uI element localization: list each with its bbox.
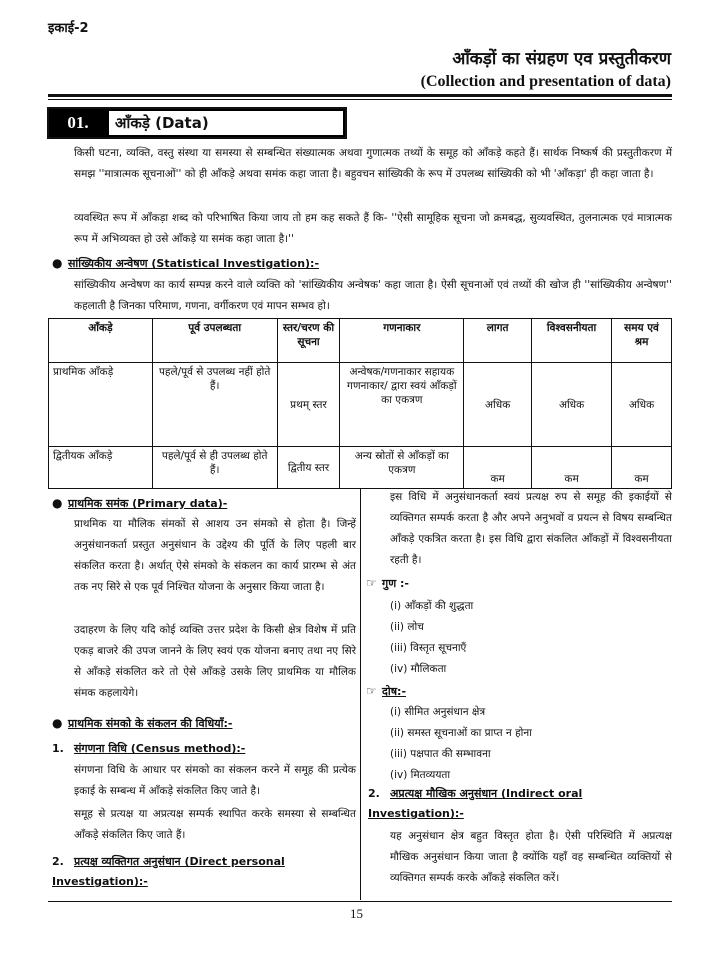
- list-item: (i) सीमित अनुसंधान क्षेत्र: [390, 706, 486, 718]
- table-cell: अन्वेषक/गणनाकार सहायक गणनाकार/ द्वारा स्वयं आँकड़ों का एकत्रण: [340, 363, 464, 447]
- table-cell: कम: [612, 447, 672, 489]
- primary-data-heading: ● प्राथमिक समंक (Primary data)-: [52, 496, 228, 510]
- chapter-title-hindi: आँकड़ों का संग्रहण एव प्रस्तुतीकरण: [452, 49, 671, 69]
- statistical-investigation-heading: ● सांख्यिकीय अन्वेषण (Statistical Investigation):-: [52, 256, 320, 270]
- census-method-paragraph: संगणना विधि के आधार पर संमको का संकलन करने में समूह की प्रत्येक इकाई के सम्बन्ध में आँकड़े संकलित किए जाते है।: [74, 764, 356, 797]
- primary-data-paragraph: प्राथमिक या मौलिक संमकों से आशय उन संमको से होता है। जिन्हें अनुसंधानकर्ता प्रस्तुत अनुसंधान के उद्देश्य की पूर्ति के लिए पहली बार संकलित करता है। अर्थात् ऐसे संमको के संकलन का कार्य प्रारम्भ से अंत तक नए सिरे से एक पूर्व निश्चित योजना के अनुसार किया जाता है।: [74, 518, 356, 593]
- bullet-icon: ●: [52, 496, 63, 510]
- column-divider: [360, 488, 361, 900]
- header-rule-thin: [48, 99, 672, 100]
- header-rule: [48, 94, 672, 97]
- table-header-cell: स्तर/चरण की सूचना: [277, 319, 340, 363]
- statistical-investigation-paragraph: सांख्यिकीय अन्वेषण का कार्य सम्पन्न करने वाले व्यक्ति को 'सांख्यिकीय अन्वेषक' कहा जाता है। ऐसी सूचनाओं एवं तथ्यों की खोज ही ''सांख्यिकीय अन्वेषण'' कहलाती है जिनका परिमाण, गणना, वर्गीकरण एवं मापन सम्भव हो।: [74, 279, 672, 312]
- data-comparison-table: [48, 318, 672, 489]
- pointer-icon: ☞: [366, 576, 377, 590]
- table-header-cell: गणनाकार: [340, 319, 464, 363]
- table-row: [49, 363, 672, 447]
- section-heading-box: [47, 107, 347, 139]
- table-cell: प्राथमिक आँकड़े: [49, 363, 153, 447]
- list-item: (ii) समस्त सूचनाओं का प्राप्त न होना: [390, 727, 532, 739]
- indirect-oral-heading: 2. अप्रत्यक्ष मौखिक अनुसंधान (Indirect oral Investigation):-: [368, 787, 583, 820]
- merits-heading: ☞ गुण :-: [366, 573, 409, 594]
- chapter-title-english: (Collection and presentation of data): [420, 73, 671, 90]
- table-cell: द्वितीयक आँकड़े: [49, 447, 153, 489]
- pointer-icon: ☞: [366, 684, 377, 698]
- direct-investigation-paragraph: इस विधि में अनुसंधानकर्ता स्वयं प्रत्यक्ष रुप से समूह की इकाईयों से व्यक्तिगत सम्पर्क करता है और अपने अनुभवों व प्रयत्न से विषय सम्बन्धित आँकड़े एकत्रित करता है। इस विधि द्वारा संकलित आँकड़ों में विश्वसनीयता रहती है।: [390, 491, 672, 566]
- list-item: (iii) विस्तृत सूचनाएँ: [390, 642, 467, 654]
- list-item: (iii) पक्षपात की सम्भावना: [390, 748, 491, 760]
- table-cell: कम: [532, 447, 612, 489]
- list-item: (ii) लोच: [390, 621, 424, 633]
- table-cell: अन्य स्रोतों से आँकड़ों का एकत्रण: [340, 447, 464, 489]
- data-definition-paragraph: किसी घटना, व्यक्ति, वस्तु संस्था या समस्या से सम्बन्धित संख्यात्मक अथवा गुणात्मक तथ्यों के समूह को आँकड़े कहते हैं। सार्थक निष्कर्ष की प्रस्तुतीकरण में समझ ''मात्रात्मक सूचनाओं'' को ही आँकड़े अथवा समंक कहा जाता है। बहुवचन सांख्यिकी के रूप में उपलब्ध सांख्यिकी को भी 'आँकड़ा' ही कहा जाता है।: [74, 147, 672, 180]
- page-number: 15: [350, 906, 363, 921]
- direct-investigation-heading: 2. प्रत्यक्ष व्यक्तिगत अनुसंधान (Direct personal Investigation):-: [52, 855, 285, 888]
- bullet-icon: ●: [52, 716, 63, 730]
- census-method-heading: 1. संगणना विधि (Census method):-: [52, 742, 246, 755]
- list-item: (iv) मौलिकता: [390, 663, 447, 675]
- list-item: (iv) मितव्ययता: [390, 769, 451, 781]
- footer-rule: [48, 901, 672, 902]
- census-method-paragraph-2: समूह से प्रत्यक्ष या अप्रत्यक्ष सम्पर्क स्थापित करके समस्या से सम्बन्धित आँकड़े संकलित किए जाते हैं।: [74, 808, 356, 841]
- table-cell: अधिक: [532, 363, 612, 447]
- indirect-oral-paragraph: यह अनुसंधान क्षेत्र बहुत विस्तृत होता है। ऐसी परिस्थिति में अप्रत्यक्ष मौखिक अनुसंधान किया जाता है क्योंकि यहाँ वह सम्बन्धित व्यक्तियों से व्यक्तिगत सम्पर्क करके आँकड़े संकलित करें।: [390, 830, 672, 884]
- table-cell: अधिक: [612, 363, 672, 447]
- table-cell: प्रथम् स्तर: [277, 363, 340, 447]
- section-title: आँकड़े (Data): [107, 109, 345, 137]
- table-row: [49, 447, 672, 489]
- bullet-icon: ●: [52, 256, 63, 270]
- unit-label: इकाई-2: [48, 21, 89, 36]
- section-number: 01.: [67, 113, 89, 132]
- table-header-cell: समय एवं श्रम: [612, 319, 672, 363]
- demerits-heading: ☞ दोष:-: [366, 681, 406, 702]
- table-header-row: [49, 319, 672, 363]
- data-definition-paragraph-2: व्यवस्थित रूप में आँकड़ा शब्द को परिभाषित किया जाय तो हम कह सकते हैं कि- ''ऐसी सामूहिक सूचना जो क्रमबद्ध, सुव्यवस्थित, तुलनात्मक एवं मात्रात्मक रूप में अभिव्यक्त हो उसे आँकड़े या समंक कहा जाता है।'': [74, 212, 672, 245]
- list-item: (i) आँकड़ों की शुद्धता: [390, 600, 474, 612]
- collection-methods-heading: ● प्राथमिक संमको के संकलन की विधियाँ:-: [52, 716, 233, 730]
- table-cell: पहले/पूर्व से उपलब्ध नहीं होते हैं।: [152, 363, 277, 447]
- table-header-cell: आँकड़े: [49, 319, 153, 363]
- table-cell: द्वितीय स्तर: [277, 447, 340, 489]
- primary-data-example: उदाहरण के लिए यदि कोई व्यक्ति उत्तर प्रदेश के किसी क्षेत्र विशेष में प्रति एकड़ बाजरे की उपज जानने के लिए स्वयं एक योजना बनाए तथा नए सिरे से आँकड़े संकलित करे तो ऐसे आँकड़े उसके लिए प्राथमिक या मौलिक संमक कहलायेगे।: [74, 624, 356, 699]
- table-header-cell: विश्वसनीयता: [532, 319, 612, 363]
- table-cell: पहले/पूर्व से ही उपलब्ध होते हैं।: [152, 447, 277, 489]
- table-header-cell: लागत: [464, 319, 532, 363]
- table-cell: कम: [464, 447, 532, 489]
- table-cell: अधिक: [464, 363, 532, 447]
- table-header-cell: पूर्व उपलब्धता: [152, 319, 277, 363]
